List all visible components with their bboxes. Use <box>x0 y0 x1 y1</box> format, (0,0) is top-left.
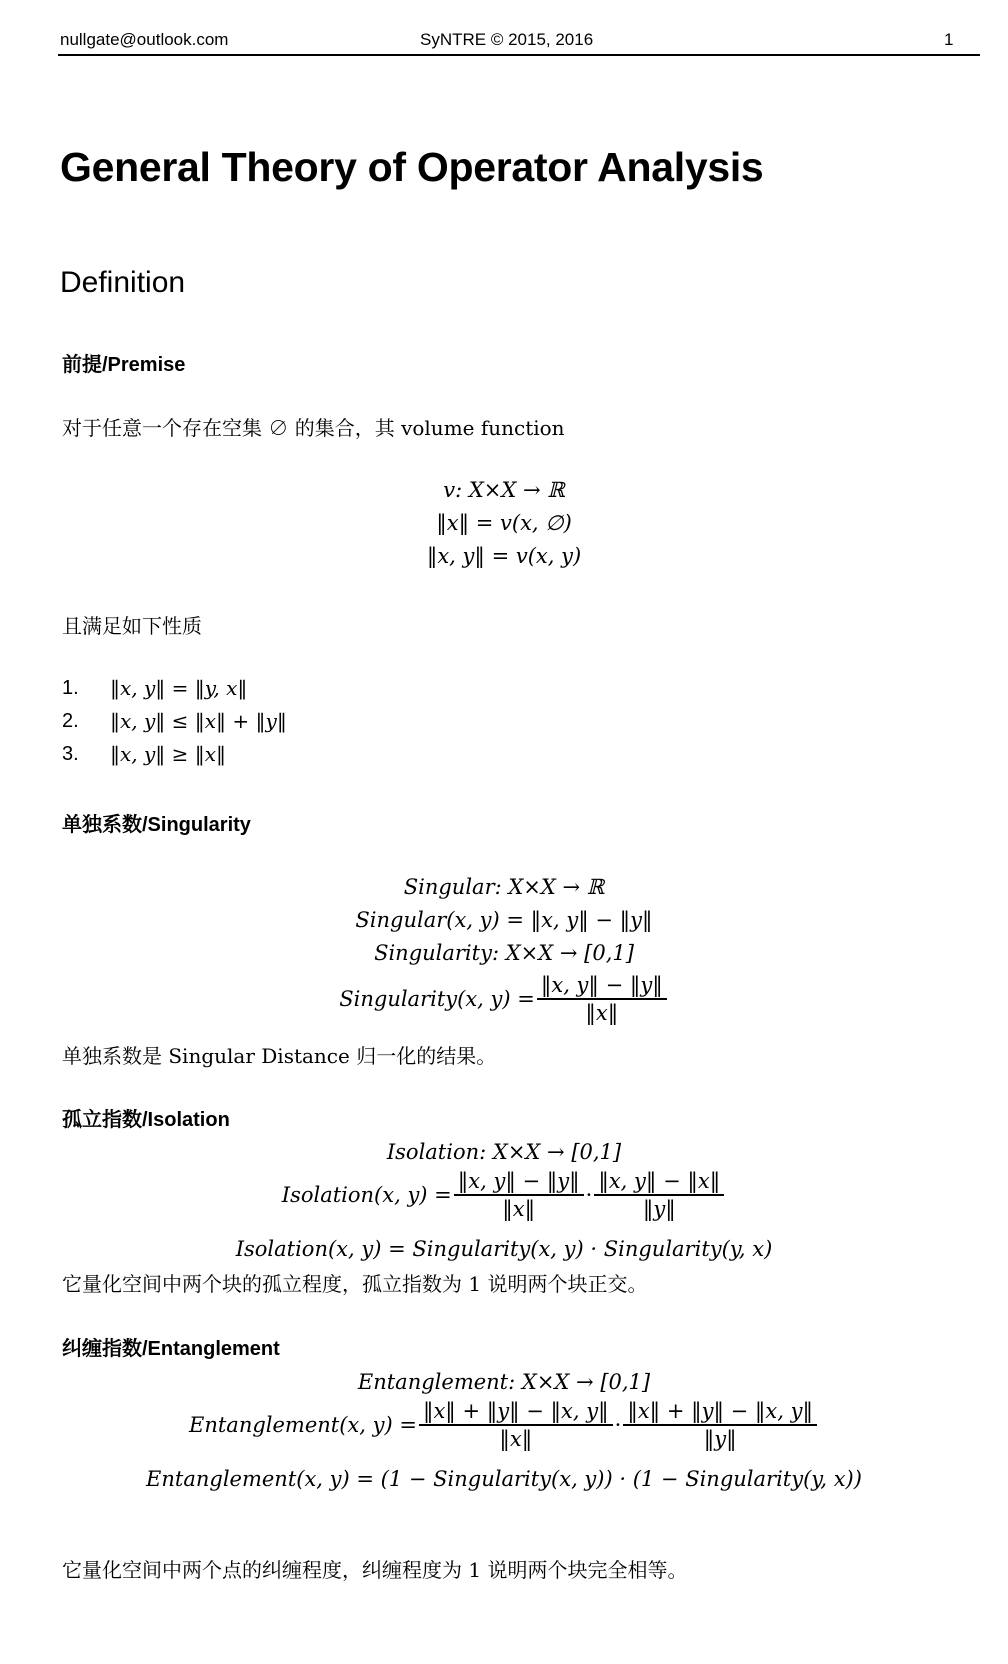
singularity-note: 单独系数是 Singular Distance 归一化的结果。 <box>62 1044 497 1068</box>
premise-eq-1: v: X×X → ℝ <box>443 478 565 502</box>
page-number: 1 <box>944 30 954 49</box>
premise-heading: 前提/Premise <box>62 354 186 376</box>
header-email: nullgate@outlook.com <box>60 30 229 49</box>
entanglement-eq-2: Entanglement(x, y) = $\frac{‖x‖ + ‖y‖ - ‖x, y‖}{‖x‖}$ · $\frac{‖x‖ + ‖y‖ - ‖x, y‖}{‖y‖}$ <box>0 1398 1008 1452</box>
header-copyright: SyNTRE © 2015, 2016 <box>420 30 594 49</box>
property-item: 1. ‖x, y‖ = ‖y, x‖ <box>62 676 248 700</box>
singularity-heading: 单独系数/Singularity <box>62 814 251 836</box>
isolation-heading: 孤立指数/Isolation <box>62 1109 230 1131</box>
entanglement-eq-3: Entanglement(x, y) = (1 − Singularity(x, y)) · (1 − Singularity(y, x)) <box>146 1467 862 1491</box>
section-heading: Definition <box>60 266 186 299</box>
premise-intro: 对于任意一个存在空集 ∅ 的集合，其 volume function <box>62 416 565 440</box>
premise-eq-3: ‖x, y‖ = v(x, y) <box>426 544 582 568</box>
entanglement-heading: 纠缠指数/Entanglement <box>62 1338 280 1360</box>
singularity-eq-2: Singular(x, y) = ‖x, y‖ − ‖y‖ <box>355 908 653 932</box>
property-item: 3. ‖x, y‖ ≥ ‖x‖ <box>62 742 227 766</box>
header-divider <box>58 54 980 56</box>
isolation-eq-2: Isolation(x, y) = $\frac{‖x, y‖ - ‖y‖}{‖x‖}$ · $\frac{‖x, y‖ - ‖x‖}{‖y‖}$ <box>0 1168 1008 1222</box>
singularity-eq-4: Singularity(x, y) = $\frac{‖x, y‖ - ‖y‖}{‖x‖}$ <box>0 972 1008 1026</box>
document-title: General Theory of Operator Analysis <box>60 144 764 190</box>
isolation-eq-1: Isolation: X×X → [0,1] <box>386 1140 622 1164</box>
properties-intro: 且满足如下性质 <box>62 614 202 638</box>
isolation-eq-3: Isolation(x, y) = Singularity(x, y) · Singularity(y, x) <box>235 1237 773 1261</box>
isolation-note: 它量化空间中两个块的孤立程度，孤立指数为 1 说明两个块正交。 <box>62 1272 648 1296</box>
singularity-eq-1: Singular: X×X → ℝ <box>403 875 605 899</box>
singularity-eq-3: Singularity: X×X → [0,1] <box>374 941 634 965</box>
property-item: 2. ‖x, y‖ ≤ ‖x‖ + ‖y‖ <box>62 709 287 733</box>
entanglement-note: 它量化空间中两个点的纠缠程度，纠缠程度为 1 说明两个块完全相等。 <box>62 1558 688 1582</box>
premise-eq-2: ‖x‖ = v(x, ∅) <box>436 511 572 535</box>
entanglement-eq-1: Entanglement: X×X → [0,1] <box>357 1370 651 1394</box>
